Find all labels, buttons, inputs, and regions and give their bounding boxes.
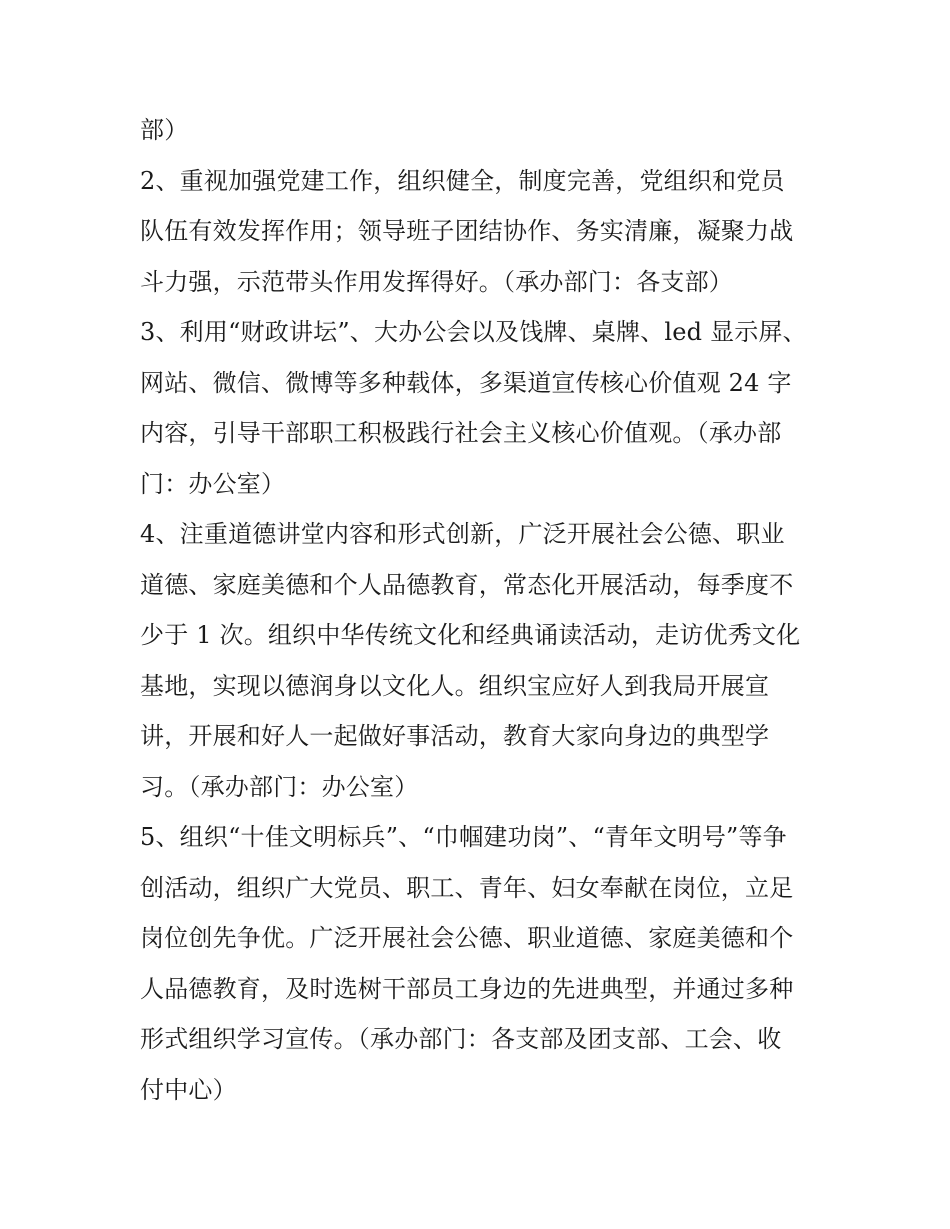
text-line: 5、组织“十佳文明标兵”、“巾帼建功岗”、“青年文明号”等争 xyxy=(140,823,787,851)
text-line: 人品德教育，及时选树干部员工身边的先进典型，并通过多种 xyxy=(140,974,794,1003)
text-line: 少于 1 次。组织中华传统文化和经典诵读活动，走访优秀文化 xyxy=(140,621,801,649)
text-line: 斗力强，示范带头作用发挥得好。（承办部门：各支部） xyxy=(140,267,733,296)
text-line: 道德、家庭美德和个人品德教育，常态化开展活动，每季度不 xyxy=(140,570,794,599)
text-line: 讲，开展和好人一起做好事活动，教育大家向身边的典型学 xyxy=(140,722,770,750)
text-line: 4、注重道德讲堂内容和形式创新，广泛开展社会公德、职业 xyxy=(140,520,785,548)
text-line: 部） xyxy=(140,116,189,144)
text-line: 2、重视加强党建工作，组织健全，制度完善，党组织和党员 xyxy=(140,166,785,195)
text-line: 创活动，组织广大党员、职工、青年、妇女奉献在岗位，立足 xyxy=(140,873,794,902)
text-line: 基地，实现以德润身以文化人。组织宝应好人到我局开展宣 xyxy=(140,671,770,700)
text-line: 内容，引导干部职工积极践行社会主义核心价值观。（承办部 xyxy=(140,419,782,447)
text-line: 付中心） xyxy=(140,1075,237,1104)
text-line: 队伍有效发挥作用；领导班子团结协作、务实清廉，凝聚力战 xyxy=(140,217,794,245)
text-line: 门：办公室） xyxy=(140,469,286,498)
document-body xyxy=(140,105,820,1115)
text-line: 网站、微信、微博等多种载体，多渠道宣传核心价值观 24 字 xyxy=(140,368,792,397)
text-line: 形式组织学习宣传。（承办部门：各支部及团支部、工会、收 xyxy=(140,1025,782,1053)
text-line: 3、利用“财政讲坛”、大办公会以及饯牌、桌牌、led 显示屏、 xyxy=(140,318,807,346)
text-line: 岗位创先争优。广泛开展社会公德、职业道德、家庭美德和个 xyxy=(140,924,794,952)
text-line: 习。（承办部门：办公室） xyxy=(140,772,419,801)
